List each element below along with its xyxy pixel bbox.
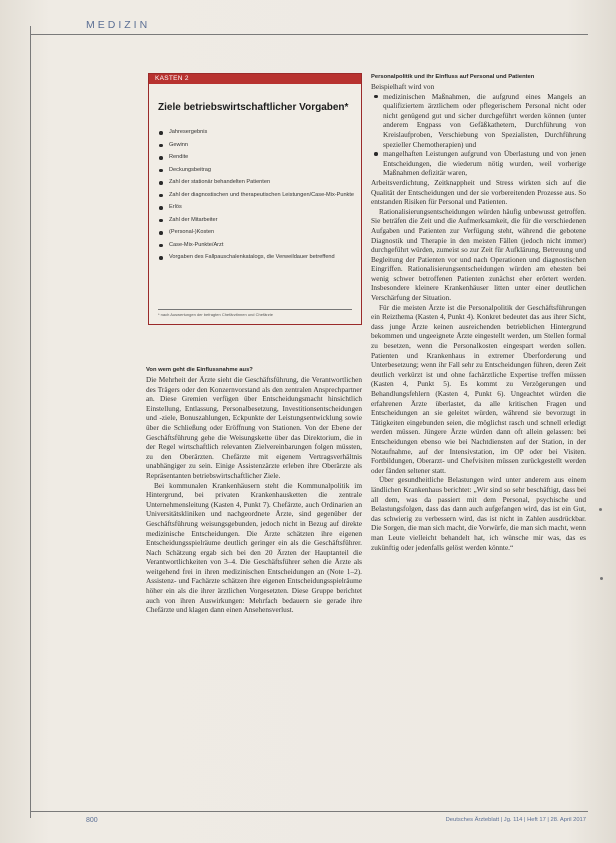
left-margin-rule (30, 26, 31, 818)
left-column (146, 366, 362, 615)
paragraph: Arbeitsverdichtung, Zeitknappheit und Stress wirkten sich auf die Qualität der Entscheidungen und der sie vorbereitenden Prozesse aus. So entstanden Risiken für Personal und Patienten. (371, 177, 586, 207)
box-list-item: Jahresergebnis (158, 129, 356, 136)
paragraph: Über gesundheitliche Belastungen wird unter anderem aus einem ländlichen Krankenhaus berichtet: „Wir sind so sehr beschäftigt, dass bei all dem, was da passiert mit dem Personal, psychische und Belastungsfolgen, dass das dann auch aufgefangen wird, das ist ein Gut, das schwierig zu verbessern wird, das ist nicht in Zahlen ausdrückbar. Die Sorgen, die man sich macht, die Vorwürfe, die man sich macht, wenn man Leute vielleicht behandelt hat, ich wünsche mir was, das es zukünftig oder jedenfalls gelöst werden könnte.“ (371, 475, 586, 552)
journal-citation: Deutsches Ärzteblatt | Jg. 114 | Heft 17 | 28. April 2017 (445, 817, 586, 823)
right-intro: Beispielhaft wird von (371, 82, 435, 91)
box-list-item: Case-Mix-Punkte/Arzt (158, 242, 356, 249)
box-list (158, 129, 356, 267)
right-heading: Personalpolitik und ihr Einfluss auf Personal und Patienten (371, 74, 535, 80)
box-tag: KASTEN 2 (149, 74, 361, 84)
box-footnote: * nach Auswertungen der befragten Chefärztinnen und Chefärzte (158, 309, 352, 317)
page-number: 800 (86, 817, 98, 824)
box-title: Ziele betriebswirtschaftlicher Vorgaben* (158, 102, 349, 113)
box-list-item: Zahl der diagnostischen und therapeutischen Leistungen/Case-Mix-Punkte (158, 192, 356, 199)
right-column (371, 73, 586, 552)
box-list-item: Rendite (158, 154, 356, 161)
right-bullet-list (371, 92, 586, 178)
footer-rule (30, 811, 588, 812)
box-list-item: Deckungsbeitrag (158, 167, 356, 174)
paragraph: Die Mehrheit der Ärzte sieht die Geschäftsführung, die Verantwortlichen des Trägers oder den Konzernvorstand als den zentralen Ansprechpartner an. Diese Gremien verfügen über Entscheidungsmacht hinsichtlich Einstellung, Entlassung, Personalbesetzung, Investitionsentscheidungen und -ziele, Bonuszahlungen, Eckpunkte der Leistungsentwicklung sowie über die Schließung oder Eröffnung von Stationen. Von der Ebene der Geschäftsführung gehe die Weisungskette über das Direktorium, die in der Regel wirtschaftlich relevanten Zielvereinbarungen folgen müssten, zu den Oberärzten. Chefärzte mit eigenem Vertragsverhältnis unabhängiger zu sein. Einige Assistenzärzte erleben ihre Oberärzte als Repräsentanten betriebswirtschaftlicher Ziele. (146, 375, 362, 480)
bullet-item: mangelhaften Leistungen aufgrund von Überlastung und von jenen Entscheidungen, die wiederum nötig wurden, weil vorherige Maßnahmen defizitär waren, (371, 149, 586, 178)
bullet-item: medizinischen Maßnahmen, die aufgrund eines Mangels an qualifiziertem ärztlichem oder pflegerischem Personal nicht oder nicht genügend gut und sicher durchgeführt werden können (unter anderem Engpass von Gefäßkathetern, Durchführung von Kreislaufproben, Verschiebung von Spezialisten, Durchführung spezieller Chemotherapien) und (371, 92, 586, 150)
paragraph: Für die meisten Ärzte ist die Personalpolitik der Geschäftsführungen ein Reizthema (Kasten 4, Punkt 4). Konkret bedeutet das aus ihrer Sicht, dass junge Ärzte keinen ausreichenden betrieblichen Hintergrund bekommen und ungeeignete Ärzte eingestellt werden, um Stellen formal zu besetzen, wenn die Personalkosten eingespart werden sollen. Patienten und Krankenhaus in extremer Überforderung und Unterbesetzung; wenn ihr Fall sehr zu Entscheidungen führen, deren Zeit deutlich verkürzt ist und ohne fachärztliche Expertise treffen müssen (Kasten 4, Punkt 5). Es kommt zu Verzögerungen und Behandlungsfehlern (Kasten 4, Punkt 6). Ungeachtet würden die erfahrenen Ärzte überlastet, da alle kritischen Fragen und Entscheidungen an sie geleitet würden, während sie bevorzugt in Tätigkeiten eingebunden seien, die möglichst rasch und schnell erledigt werden müssen. Jüngere Ärzte würden dann oft allein gelassen: bei Entscheidungen ebenso wie bei Nachtdiensten auf der Station, in der Notaufnahme, auf der Intensivstation, im OP oder bei Visiten. Fortbildungen, Oberarzt- und Chefvisiten müssen zurückgestellt werden oder fänden seltener statt. (371, 302, 586, 475)
box-list-item: Erlös (158, 204, 356, 211)
left-heading: Von wem geht die Einflussnahme aus? (146, 367, 253, 373)
scan-artifact-dot (600, 577, 603, 580)
header-rule (30, 34, 588, 35)
box-list-item: Gewinn (158, 142, 356, 149)
box-list-item: Vorgaben des Fallpauschalenkatalogs, die Verweildauer betreffend (158, 254, 356, 261)
box-list-item: Zahl der Mitarbeiter (158, 217, 356, 224)
scan-artifact-dot (599, 508, 602, 511)
section-label: MEDIZIN (86, 19, 151, 31)
box-list-item: Zahl der stationär behandelten Patienten (158, 179, 356, 186)
paragraph: Rationalisierungsentscheidungen würden häufig unbewusst getroffen. Sie beträfen die Zeit und die Aufmerksamkeit, die für die verschiedenen Aufgaben und Patienten zur Verfügung steht, während die gebotene Diagnostik und Therapie in den meisten Fällen (jedoch nicht immer) durchgeführt würden, zumeist so zur Zeit für Aufklärung, Betreuung und Begleitung der Patienten vor und nach Operationen und diagnostischen Eingriffen. Rationalisierungsentscheidungen würden am ehesten bei wenig schwer betroffenen Patienten zunächst eher erörtert werden. Insbesondere kleinere Krankenhäuser litten unter einer deutlichen Verschärfung der Situation. (371, 206, 586, 303)
box-list-item: (Personal-)Kosten (158, 229, 356, 236)
info-box (148, 73, 362, 325)
paragraph: Bei kommunalen Krankenhäusern steht die Kommunalpolitik im Hintergrund, bei privaten Krankenhausketten die zentrale Unternehmensleitung (Kasten 4, Punkt 7). Chefärzte, auch Ordinarien an Universitätskliniken und nachgeordnete Ärzte, sind gegenüber der Geschäftsführung weisungsgebunden, jedoch nicht in Bezug auf direkte medizinische Entscheidungen. Die Ärzte schätzten ihre eigenen Entscheidungsspielräume deutlich geringer ein als die Geschäftsführer. Nach Schätzung ergab sich bei den 20 Ärzten der Hauptanteil die Verantwortlichkeiten von 3–4. Die Geschäftsführer sehen die Ärzte als weitgehend frei in ihren medizinischen Entscheidungen an (Note 1–2). Assistenz- und Fachärzte schätzen ihre eigenen Entscheidungsspielräume höher ein als die ihrer ärztlichen Vorgesetzten. Diese Gruppe berichtet auch von ihren Auswirkungen: Mehrfach bedauern sie gerade ihre Chefärzte und klagen dann einen Ansehensverlust. (146, 480, 362, 615)
